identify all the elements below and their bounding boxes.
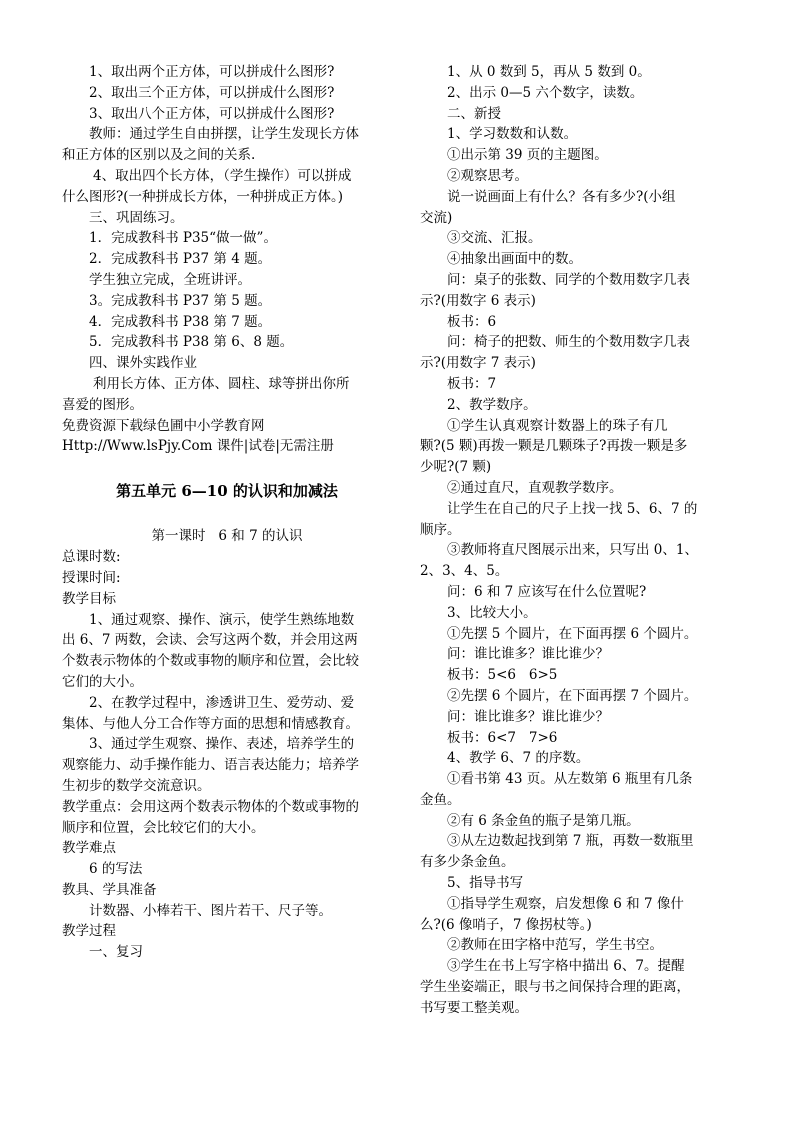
text-line: 板书：5<6 6>5 <box>447 667 558 684</box>
text-line: 金鱼。 <box>420 791 461 808</box>
text-line: 1、从 0 数到 5，再从 5 数到 0。 <box>447 64 651 80</box>
text-line: ②先摆 6 个圆片，在下面再摆 7 个圆片。 <box>447 687 698 704</box>
text-line: ③学生在书上写字格中描出 6、7。提醒 <box>447 958 685 975</box>
text-line: 它们的大小。 <box>62 673 143 690</box>
text-line: 示?(用数字 7 表示) <box>420 355 536 372</box>
text-line: 3、取出八个正方体，可以拼成什么图形? <box>89 105 335 122</box>
text-line: 顺序和位置，会比较它们的大小。 <box>62 819 265 836</box>
text-line: 集体、与他人分工合作等方面的思想和情感教育。 <box>62 715 359 732</box>
text-line: 说一说画面上有什么？各有多少?(小组 <box>447 188 676 205</box>
text-line: 示?(用数字 6 表示) <box>420 292 536 309</box>
text-line: ①学生认真观察计数器上的珠子有几 <box>447 417 668 434</box>
text-line: 3。完成教科书 P37 第 5 题。 <box>89 292 272 309</box>
text-line: 么?(6 像哨子，7 像拐杖等。) <box>420 916 592 933</box>
text-line: ③交流、汇报。 <box>447 230 542 247</box>
text-line: 总课时数: <box>62 549 121 566</box>
text-line: ①出示第 39 页的主题图。 <box>447 147 608 164</box>
right-column <box>420 62 736 1019</box>
watermark-text: 免费资源下载绿色圃中小学教育网 <box>62 417 265 434</box>
text-line: 教师：通过学生自由拼摆，让学生发现长方体 <box>89 126 359 143</box>
text-line: ①指导学生观察，启发想像 6 和 7 像什 <box>447 895 684 912</box>
text-line: 什么图形?(一种拼成长方体，一种拼成正方体。) <box>62 188 344 205</box>
text-line: 少呢?(7 颗) <box>420 459 492 476</box>
section-heading: 教学过程 <box>62 923 116 940</box>
text-line: 生初步的数学交流意识。 <box>62 777 211 794</box>
text-line: 2、3、4、5。 <box>420 563 509 580</box>
text-line: 计数器、小棒若干、图片若干、尺子等。 <box>89 902 332 919</box>
text-line: 4．完成教科书 P38 第 7 题。 <box>89 313 272 330</box>
text-line: 问：桌子的张数、同学的个数用数字几表 <box>447 271 690 288</box>
text-line: 2、取出三个正方体，可以拼成什么图形? <box>89 84 335 101</box>
text-line: ①先摆 5 个圆片，在下面再摆 6 个圆片。 <box>447 625 698 642</box>
text-line: 问：谁比谁多？谁比谁少？ <box>447 646 609 663</box>
text-line: ②有 6 条金鱼的瓶子是第几瓶。 <box>447 812 640 829</box>
section-heading: 四、课外实践作业 <box>89 355 197 372</box>
section-heading: 三、巩固练习。 <box>89 209 184 226</box>
text-line: ②观察思考。 <box>447 167 528 184</box>
section-heading: 教学目标 <box>62 590 116 607</box>
text-line: 5．完成教科书 P38 第 6、8 题。 <box>89 334 294 351</box>
text-line: 板书：7 <box>447 375 497 392</box>
text-line: 3、通过学生观察、操作、表述，培养学生的 <box>89 736 355 753</box>
text-line: 2、出示 0—5 六个数字，读数。 <box>447 84 644 101</box>
text-line: 学生坐姿端正，眼与书之间保持合理的距离， <box>420 979 690 996</box>
text-line: 颗?(5 颗)再拨一颗是几颗珠子?再拨一颗是多 <box>420 438 688 455</box>
unit-title: 第五单元 6—10 的认识和加减法 <box>116 482 338 501</box>
text-line: 让学生在自己的尺子上找一找 5、6、7 的 <box>447 500 698 517</box>
text-line: 6 的写法 <box>89 861 143 878</box>
text-line: 问：6 和 7 应该写在什么位置呢? <box>447 583 647 600</box>
text-line: 学生独立完成，全班讲评。 <box>89 271 251 288</box>
text-line: ④抽象出画面中的数。 <box>447 251 582 268</box>
text-line: 一、复习 <box>89 944 143 961</box>
section-heading: 二、新授 <box>447 105 501 122</box>
text-line: ③从左边数起找到第 7 瓶，再数一数瓶里 <box>447 833 694 850</box>
text-line: 板书：6 <box>447 313 497 330</box>
watermark-link[interactable]: Http://Www.lsPjy.Com 课件|试卷|无需注册 <box>62 438 334 455</box>
text-line: 1、取出两个正方体，可以拼成什么图形? <box>89 64 335 80</box>
text-line: 2．完成教科书 P37 第 4 题。 <box>89 251 272 268</box>
text-line: 有多少条金鱼。 <box>420 854 515 871</box>
text-line: 问：谁比谁多？谁比谁少？ <box>447 708 609 725</box>
text-line: 利用长方体、正方体、圆柱、球等拼出你所 <box>93 375 350 392</box>
text-line: 2、在教学过程中，渗透讲卫生、爱劳动、爱 <box>89 694 355 711</box>
text-line: ②教师在田字格中范写，学生书空。 <box>447 937 663 954</box>
text-line: 教学重点：会用这两个数表示物体的个数或事物的 <box>62 798 359 815</box>
text-line: 2、教学数序。 <box>447 396 537 413</box>
left-column <box>62 62 392 963</box>
text-line: 4、教学 6、7 的序数。 <box>447 750 590 767</box>
section-heading: 教学难点 <box>62 840 116 857</box>
text-line: 交流) <box>420 209 453 226</box>
section-heading: 教具、学具准备 <box>62 881 157 898</box>
text-line: 1、通过观察、操作、演示，使学生熟练地数 <box>89 611 355 628</box>
text-line: ③教师将直尺图展示出来，只写出 0、1、 <box>447 542 698 559</box>
text-line: 顺序。 <box>420 521 461 538</box>
text-line: 书写要工整美观。 <box>420 999 528 1016</box>
text-line: 出 6、7 两数，会读、会写这两个数，并会用这两 <box>62 632 358 649</box>
text-line: ①看书第 43 页。从左数第 6 瓶里有几条 <box>447 771 693 788</box>
text-line: 和正方体的区别以及之间的关系. <box>62 147 256 164</box>
text-line: 问：椅子的把数、师生的个数用数字几表 <box>447 334 690 351</box>
text-line: 4、取出四个长方体，（学生操作）可以拼成 <box>93 167 352 184</box>
text-line: 授课时间: <box>62 569 121 586</box>
text-line: 个数表示物体的个数或事物的顺序和位置，会比较 <box>62 653 359 670</box>
text-line: 1．完成教科书 P35“做一做”。 <box>89 230 277 247</box>
text-line: 5、指导书写 <box>447 875 524 892</box>
text-line: 喜爱的图形。 <box>62 396 143 413</box>
text-line: 3、比较大小。 <box>447 604 537 621</box>
text-line: 1、学习数数和认数。 <box>447 126 578 143</box>
text-line: 观察能力、动手操作能力、语言表达能力；培养学 <box>62 757 359 774</box>
text-line: 板书：6<7 7>6 <box>447 729 558 746</box>
text-line: ②通过直尺，直观教学数序。 <box>447 479 623 496</box>
lesson-title: 第一课时 6 和 7 的认识 <box>151 528 303 545</box>
